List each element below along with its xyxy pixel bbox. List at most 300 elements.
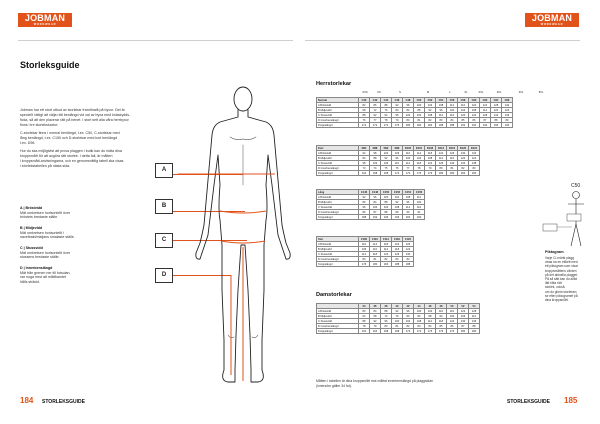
table-header-cell: C56 [447,98,458,103]
table-cell: 91 [414,210,425,215]
table-header-cell: D96 [392,146,403,151]
table-header-cell: C66 [502,98,513,103]
table-cell: 118 [436,319,447,324]
row-label: Kroppslängd [317,215,359,220]
table-header-cell: D112 [436,146,447,151]
table-cell: 176 [425,329,436,334]
table-header-cell: C64 [491,98,502,103]
table-cell: 80 [392,108,403,113]
table-header-cell: 44 [414,304,425,309]
table-cell: 102 [381,151,392,156]
table-cell: 168 [370,171,381,176]
table-cell: 88 [370,156,381,161]
table-header-cell: D124 [469,146,480,151]
table-cell: 88 [491,118,502,123]
table-cell: 87 [458,324,469,329]
table-cell: 176 [414,171,425,176]
table-header-cell: F110 [370,237,381,242]
table-cell: 112 [414,195,425,200]
table-cell: 90 [403,210,414,215]
table-cell: 164 [370,329,381,334]
table-header-cell: C148 [370,190,381,195]
letter-box-d: D [155,268,173,283]
table-cell: 192 [458,123,469,128]
table-cell: 116 [414,205,425,210]
table-header-cell: C48 [403,98,414,103]
table-dam [316,303,480,334]
table-header-cell: F106 [359,237,370,242]
table-cell: 80 [359,200,370,205]
page-title: Storleksguide [20,60,80,70]
table-row [317,329,480,334]
table-cell: 88 [359,113,370,118]
table-cell: 104 [403,319,414,324]
table-cell: 114 [359,252,370,257]
intro-line: C-storlekar finns i normal benlängd, t.ex. C50, C-storlekar med [20,131,120,135]
table-cell: 83 [469,166,480,171]
table-cell: 83 [436,118,447,123]
table-cell: 120 [469,103,480,108]
table-cell: 126 [502,108,513,113]
footnote-line: (innersöm gäller 34 fot). [316,383,352,388]
table-cell: 80 [436,166,447,171]
table-header-cell: Kort [317,146,359,151]
row-label: B Midjevidd [317,108,359,113]
row-label: A Bröstvidd [317,151,359,156]
table-cell: 75 [381,166,392,171]
body-figure [178,85,308,390]
letter-size: XS [377,91,381,94]
divider [305,40,580,41]
table-cell: 84 [414,314,425,319]
table-cell: 88 [381,103,392,108]
table-cell: 184 [469,171,480,176]
row-label: Kroppslängd [317,171,359,176]
letter-size: S [399,91,401,94]
herr-letter-sizes [316,90,550,95]
table-cell: 132 [491,113,502,118]
pictogram-title: Piktogram [545,250,564,254]
row-label: B Midjevidd [317,314,359,319]
table-header-cell: C42 [370,98,381,103]
pictogram-figure [540,190,590,250]
table-cell: 83 [392,257,403,262]
table-cell: 87 [480,118,491,123]
table-cell: 188 [392,262,403,267]
table-cell: 64 [359,314,370,319]
table-cell: 80 [359,257,370,262]
letter-size: XXS [362,91,368,94]
measure-text: Mät omkretsen horisontellt över [20,250,71,255]
table-cell: 184 [414,123,425,128]
table-cell: 118 [381,242,392,247]
table-cell: 81 [392,324,403,329]
table-herr-kort [316,145,480,176]
table-cell: 106 [359,247,370,252]
pictogram-line: storlek, också [545,285,565,290]
table-cell: 106 [458,314,469,319]
jobman-logo-right [525,13,579,27]
table-cell: 172 [381,123,392,128]
table-cell: 96 [392,156,403,161]
table-cell: 100 [447,108,458,113]
table-cell: 76 [381,108,392,113]
pictogram-line: ett piktogram som visar [545,264,578,269]
table-herr-lang [316,189,425,220]
table-cell: 94 [359,151,370,156]
table-cell: 176 [392,123,403,128]
table-cell: 168 [381,171,392,176]
table-cell: 82 [425,118,436,123]
measure-d [20,266,158,284]
letter-size: 3XL [496,91,502,94]
table-cell: 138 [469,161,480,166]
table-cell: 130 [447,161,458,166]
pictogram-head [573,192,580,199]
table-cell: 122 [425,161,436,166]
table-cell: 78 [359,324,370,329]
table-cell: 76 [392,166,403,171]
table-header-cell: D104 [414,146,425,151]
table-cell: 114 [370,242,381,247]
footnote-line: Måtten i tabellen är dina kroppsmått mot måttat innerbenslängd på plaggsidan [316,379,434,383]
table-cell: 80 [359,309,370,314]
pictogram-line: visas ha en etikett med [545,260,578,265]
table-row [317,215,425,220]
table-cell: 188 [359,215,370,220]
table-cell: 122 [392,242,403,247]
table-cell: 122 [436,151,447,156]
table-cell: 176 [359,262,370,267]
measure-title: A | Bröstvidd [20,206,43,210]
table-cell: 100 [403,113,414,118]
table-cell: 184 [381,262,392,267]
row-label: Kroppslängd [317,329,359,334]
table-header-cell: Normal [317,98,359,103]
measure-title: C | Stussvidd [20,246,43,250]
table-cell: 110 [436,309,447,314]
table-cell: 92 [381,156,392,161]
table-cell: 108 [436,103,447,108]
table-cell: 118 [414,161,425,166]
row-label: D Innerbenslängd [317,166,359,171]
pictogram-tag-b [543,224,557,231]
table-cell: 96 [403,200,414,205]
table-cell: 164 [359,329,370,334]
table-cell: 82 [458,166,469,171]
table-cell: 87 [370,210,381,215]
table-cell: 98 [370,151,381,156]
table-cell: 114 [403,161,414,166]
table-cell: 96 [403,309,414,314]
table-cell: 176 [425,171,436,176]
table-cell: 184 [425,123,436,128]
table-cell: 104 [425,103,436,108]
table-header-cell: D100 [403,146,414,151]
row-label: C Stussvidd [317,161,359,166]
table-cell: 164 [359,171,370,176]
table-cell: 120 [458,113,469,118]
table-row [317,262,414,267]
table-cell: 74 [370,166,381,171]
table-cell: 98 [359,161,370,166]
table-cell: 110 [392,161,403,166]
table-cell: 122 [381,252,392,257]
table-cell: 88 [381,200,392,205]
table-cell: 128 [469,309,480,314]
measure-text: hålls sträckt. [20,279,40,284]
table-cell: 116 [447,309,458,314]
table-cell: 88 [425,314,436,319]
page-number-left: 184 [20,396,34,405]
footnote [316,379,456,388]
table-cell: 100 [392,319,403,324]
table-cell: 112 [425,319,436,324]
table-cell: 104 [381,205,392,210]
table-cell: 94 [381,113,392,118]
measure-text: Mät från grenen ner till fotsulan, [20,270,71,275]
row-label: D Innerbenslängd [317,324,359,329]
intro-line: ficka, så att den placerar rätt på benet. I stort sett alla våra herrbyxor [20,118,129,122]
table-cell: 92 [370,113,381,118]
table-cell: 96 [392,113,403,118]
table-header-cell: C58 [458,98,469,103]
table-cell: 112 [436,156,447,161]
table-cell: 196 [491,123,502,128]
intro-line: speciellt viktigt att välja rätt benlängd vid val av byxa med knäskydds- [20,113,131,117]
table-cell: 114 [381,247,392,252]
table-cell: 126 [447,151,458,156]
table-cell: 122 [458,309,469,314]
table-cell: 100 [414,200,425,205]
table-header-cell: C60 [469,98,480,103]
letter-size: 5XL [538,91,544,94]
table-cell: 88 [469,324,480,329]
measure-text: stussens bredaste ställe. [20,255,60,260]
pictogram-line: kroppsmåttens värden [545,268,577,273]
row-label: C Stussvidd [317,319,359,324]
table-cell: 116 [447,113,458,118]
letter-box-a: A [155,163,173,178]
table-cell: 120 [491,108,502,113]
table-cell: 108 [403,195,414,200]
row-label: A Bröstvidd [317,103,359,108]
table-header-cell: Stor [317,237,359,242]
table-cell: 96 [359,205,370,210]
table-header-cell: C150 [381,190,392,195]
intro-line: lång benlängd, t.ex. C150 och D-storlekar med kort benlängd [20,136,118,140]
table-header-cell: C44 [381,98,392,103]
table-cell: 180 [447,171,458,176]
table-cell: 85 [436,324,447,329]
table-header-cell: D116 [447,146,458,151]
table-cell: 134 [469,151,480,156]
table-cell: 116 [447,156,458,161]
table-cell: 77 [370,118,381,123]
table-cell: 92 [392,309,403,314]
table-cell: 188 [403,262,414,267]
row-label: C Stussvidd [317,252,359,257]
table-cell: 118 [425,151,436,156]
table-cell: 100 [414,309,425,314]
table-cell: 112 [447,103,458,108]
measure-c [20,246,158,260]
pictogram-body [568,199,584,246]
measure-title: D | Innerbenslängd [20,266,53,270]
table-header-cell: 52 [458,304,469,309]
row-label: C Stussvidd [317,205,359,210]
measure-text: Mät omkretsen horisontellt i [20,230,64,235]
measure-b [20,226,158,240]
table-cell: 126 [392,252,403,257]
table-header-cell: 38 [381,304,392,309]
table-cell: 200 [403,215,414,220]
table-cell: 83 [414,324,425,329]
table-cell: 180 [469,329,480,334]
table-cell: 124 [469,113,480,118]
row-label: A Bröstvidd [317,309,359,314]
table-header-cell: 42 [403,304,414,309]
table-cell: 92 [359,195,370,200]
letter-size: M [426,91,430,94]
table-cell: 184 [458,171,469,176]
table-cell: 172 [359,123,370,128]
row-label: Kroppslängd [317,123,359,128]
table-cell: 78 [414,166,425,171]
table-header-cell: F114 [381,237,392,242]
table-cell: 77 [403,166,414,171]
table-cell: 80 [381,324,392,329]
table-cell: 84 [403,257,414,262]
measure-text: bröstets bredaste ställe. [20,215,59,220]
table-cell: 79 [392,118,403,123]
row-label: A Bröstvidd [317,242,359,247]
table-cell: 172 [403,329,414,334]
table-header-cell: C54 [436,98,447,103]
table-cell: 128 [480,113,491,118]
herr-title: Herrstorlekar [316,81,352,87]
table-cell: 92 [392,200,403,205]
table-header-cell: C146 [359,190,370,195]
jobman-logo-left [18,13,72,27]
figure-line-b [220,211,266,213]
table-cell: 172 [370,123,381,128]
table-cell: 124 [480,103,491,108]
table-cell: 100 [447,314,458,319]
pictogram-line: På så sätt kan du alltid [545,277,578,282]
table-header-cell: C52 [425,98,436,103]
table-cell: 104 [392,195,403,200]
table-header-cell: 54 [469,304,480,309]
table-header-cell: 34 [359,304,370,309]
intro-line: t.ex. D96. [20,141,36,145]
logo-text: JOBMAN [24,13,66,23]
table-cell: 96 [436,108,447,113]
table-cell: 188 [436,123,447,128]
table-cell: 124 [469,156,480,161]
table-cell: 108 [425,156,436,161]
table-cell: 84 [359,156,370,161]
intro-text [20,108,158,169]
table-header-cell: D88 [370,146,381,151]
table-cell: 68 [370,314,381,319]
table-cell: 94 [436,314,447,319]
table-cell: 114 [480,108,491,113]
intro-line: Hur du ska möjligtvist att prova plaggen i butik kan du mäta dina [20,149,122,153]
pictogram-text [545,256,585,302]
table-cell: 134 [458,161,469,166]
measure-text: naveltrakt/midjans smalaste ställe. [20,235,75,240]
table-cell: 126 [436,161,447,166]
table-cell: 82 [359,103,370,108]
table-cell: 84 [403,108,414,113]
table-cell: 106 [392,151,403,156]
table-cell: 114 [414,151,425,156]
table-cell: 104 [414,156,425,161]
table-cell: 200 [414,215,425,220]
table-cell: 196 [502,123,513,128]
table-cell: 108 [392,205,403,210]
table-cell: 86 [447,324,458,329]
table-cell: 118 [392,247,403,252]
intro-line: Jobman har ett stort utbud av storlekar framförallt på byxor. Det är [20,108,125,112]
table-cell: 89 [502,118,513,123]
table-cell: 176 [447,329,458,334]
table-cell: 81 [370,257,381,262]
table-cell: 118 [370,252,381,257]
table-cell: 180 [403,123,414,128]
measure-a [20,206,158,220]
table-cell: 104 [458,108,469,113]
table-cell: 116 [458,103,469,108]
table-header-cell: 50 [447,304,458,309]
table-cell: 72 [381,314,392,319]
table-cell: 112 [403,205,414,210]
table-cell: 172 [414,329,425,334]
intro-line: i storlekstabellen på nästa sida. [20,164,71,168]
table-cell: 112 [436,113,447,118]
table-cell: 102 [370,161,381,166]
table-cell: 100 [370,205,381,210]
table-header-cell: C46 [392,98,403,103]
figure-line-c [221,241,265,243]
table-row [317,123,513,128]
pictogram-size-label: C50 [571,183,581,189]
table-cell: 136 [469,319,480,324]
pictogram-line: se efter piktogramet på [545,293,578,298]
row-label: B Midjevidd [317,156,359,161]
table-cell: 92 [425,108,436,113]
table-cell: 130 [458,151,469,156]
table-cell: 76 [392,314,403,319]
pictogram-line: dina kroppsmått. [545,298,569,303]
table-header-cell: 46 [425,304,436,309]
table-cell: 73 [359,166,370,171]
table-cell: 81 [414,118,425,123]
table-cell: 130 [458,319,469,324]
table-cell: 192 [370,215,381,220]
table-herr-normal [316,97,513,128]
table-cell: 84 [425,324,436,329]
table-cell: 108 [469,108,480,113]
row-label: Kroppslängd [317,262,359,267]
table-cell: 84 [370,309,381,314]
letter-box-b: B [155,199,173,214]
table-header-cell: F122 [403,237,414,242]
table-cell: 82 [381,257,392,262]
table-cell: 188 [447,123,458,128]
table-cell: 88 [381,309,392,314]
